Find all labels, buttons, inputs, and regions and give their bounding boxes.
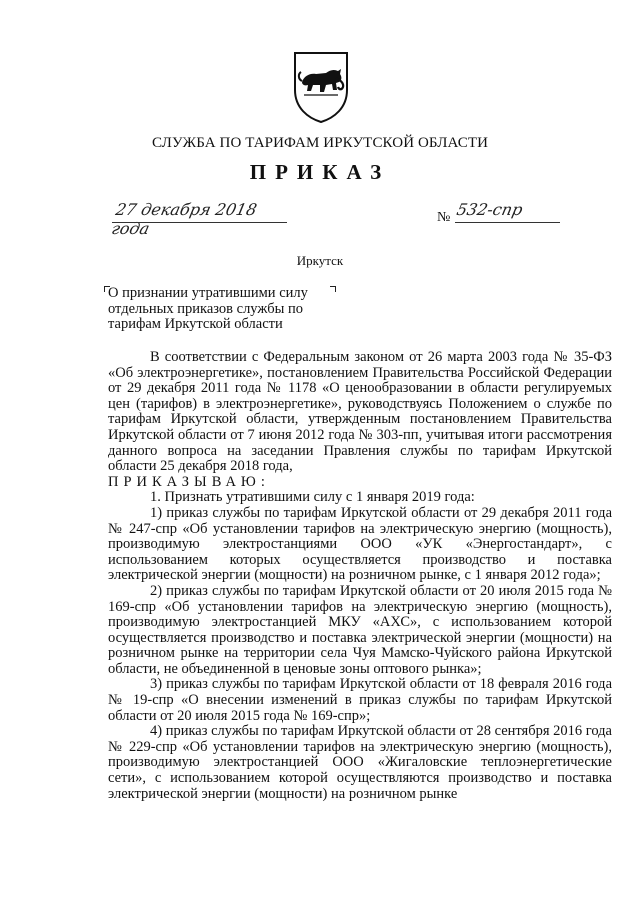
- date-underline: [112, 222, 287, 223]
- subitem-2: 2) приказ службы по тарифам Иркутской области от 20 июля 2015 года № 169-спр «Об установлении тарифов на электрическую энергию (мощность), производимую электростанцией МКУ «АХС», с использованием которой осуществляется производство и поставка электрической энергии (мощности) на розничном рынке на территории села Чуя Мамско-Чуйского района Иркутской области, не объединенной в ценовые зоны оптового рынка»;: [108, 582, 612, 677]
- organization-name: СЛУЖБА ПО ТАРИФАМ ИРКУТСКОЙ ОБЛАСТИ: [151, 135, 489, 151]
- subject-line: О признании утратившими силу: [108, 285, 308, 301]
- document-type-title: ПРИКАЗ: [249, 160, 391, 184]
- decree-word: ПРИКАЗЫВАЮ:: [108, 473, 270, 490]
- number-sign: №: [437, 210, 451, 225]
- subject-corner-right: [330, 286, 336, 292]
- subject-corner-left: [104, 286, 110, 292]
- subject-block: [108, 286, 340, 333]
- city-name: Иркутск: [296, 253, 344, 268]
- subitem-3: 3) приказ службы по тарифам Иркутской области от 18 февраля 2016 года № 19-спр «О внесении изменений в приказ службы по тарифам Иркутской области от 20 июля 2015 года № 169-спр»;: [108, 676, 612, 724]
- irkutsk-coat-of-arms-icon: [292, 50, 350, 124]
- subject-line: отдельных приказов службы по: [108, 300, 303, 317]
- subitem-1: 1) приказ службы по тарифам Иркутской области от 29 декабря 2011 года № 247-спр «Об установлении тарифов на электрическую энергию (мощность), производимую электростанциями ООО «УК «Энергостандарт», с использованием которых осуществляется производство и поставка электрической энергии (мощности) на розничном рынке, с 1 января 2012 года»;: [108, 504, 612, 584]
- subitem-4: 4) приказ службы по тарифам Иркутской области от 28 сентября 2016 года № 229-спр «Об установлении тарифов на электрическую энергию (мощность), производимую электростанцией ООО «Жигаловские теплоэнергетические сети», с использованием которой осуществляются производство и поставка электрической энергии (мощности) на розничном рынке: [108, 723, 612, 802]
- handwritten-date: [109, 200, 282, 238]
- number-underline: [455, 222, 560, 223]
- handwritten-number: [454, 200, 557, 219]
- document-body: [108, 350, 612, 802]
- item-1: 1. Признать утратившими силу с 1 января 2019 года:: [150, 489, 475, 506]
- preamble-paragraph: В соответствии с Федеральным законом от 26 марта 2003 года № 35-ФЗ «Об электроэнергетике», постановлением Правительства Российской Федерации от 29 декабря 2011 года № 1178 «О ценообразовании в области регулируемых цен (тарифов) в электроэнергетике», руководствуясь Положением о службе по тарифам Иркутской области, утвержденным постановлением Правительства Иркутской области от 7 июня 2012 года № 303-пп, учитывая итоги рассмотрения данного вопроса на заседании Правления службы по тарифам Иркутской области 25 декабря 2018 года,: [108, 349, 612, 475]
- handwritten-number-text: 532-спр: [454, 200, 525, 219]
- handwritten-date-text: 27 декабря 2018 года: [109, 200, 259, 238]
- subject-line: тарифам Иркутской области: [108, 316, 283, 332]
